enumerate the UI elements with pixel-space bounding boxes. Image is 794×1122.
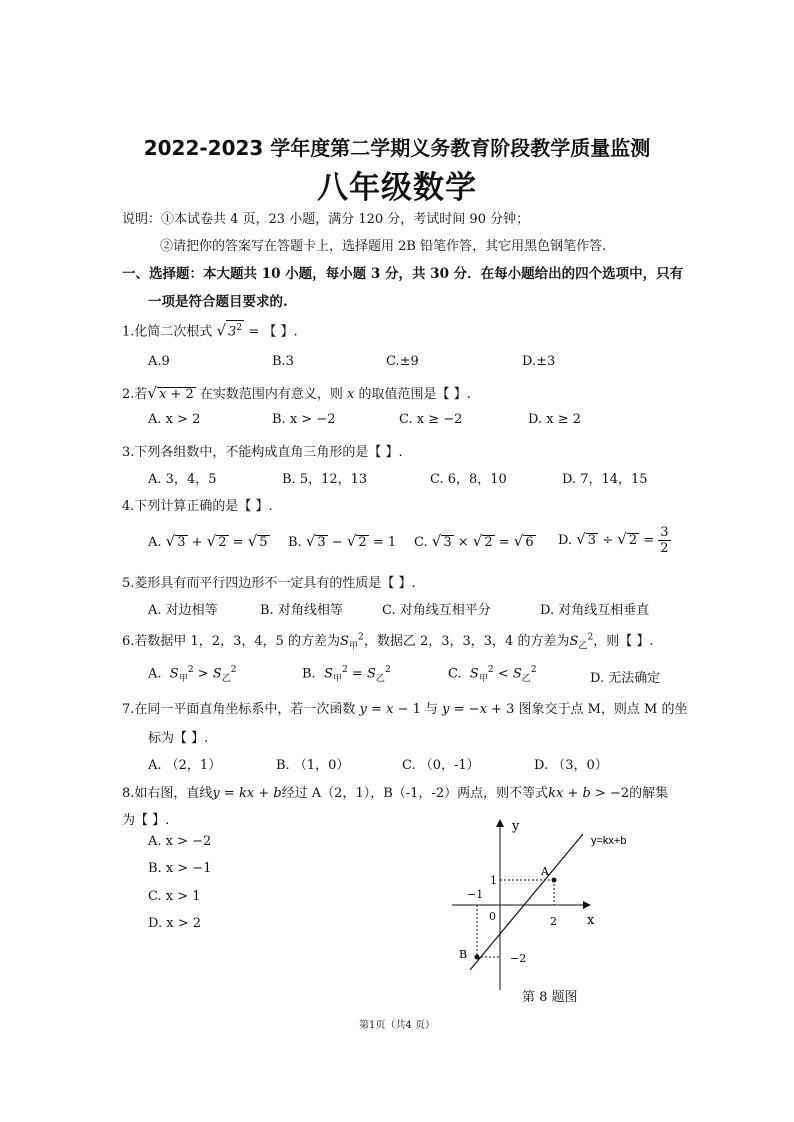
figure-caption: 第 8 题图 — [522, 990, 578, 1005]
q3-option-a: A. 3，4，5 — [148, 472, 217, 487]
q2-option-c: C. x ≥ −2 — [399, 412, 463, 427]
question-1: 1.化简二次根式 √ $3^2$ = 【 】. — [122, 321, 298, 340]
q1-option-d: D.±3 — [522, 354, 556, 369]
question-7-line2: 标为【 】. — [148, 731, 209, 746]
q6-option-a: A. $S_甲^2 > S_乙^2$ — [148, 665, 237, 684]
q5-option-b: B. 对角线相等 — [260, 603, 343, 618]
q4-option-c: C. √ 3 × √ 2 = √ 6 — [414, 532, 534, 550]
q4-option-b: B. √ 3 − √ 2 = 1 — [288, 532, 397, 550]
q2-option-d: D. x ≥ 2 — [528, 412, 581, 427]
question-1-post: = 【 】. — [248, 324, 298, 340]
tick-x-pos: 2 — [550, 915, 557, 928]
y-axis-label: y — [512, 819, 520, 834]
q7-option-a: A. （2，1） — [148, 758, 222, 773]
question-2-post: 的取值范围是【 】. — [358, 387, 471, 402]
question-4: 4.下列计算正确的是【 】. — [122, 499, 273, 514]
tick-y-pos: 1 — [490, 874, 497, 887]
x-axis-label: x — [587, 913, 595, 928]
line-y-kx-b — [470, 834, 583, 970]
q3-option-d: D. 7，14，15 — [562, 472, 648, 487]
question-7-line1: 7.在同一平面直角坐标系中，若一次函数 y = x − 1 与 y = −x + 3 图象交于点 M，则点 M 的坐 — [122, 702, 688, 717]
section-heading-line1: 一、选择题：本大题共 10 小题，每小题 3 分，共 30 分．在每小题给出的四个选项中，只有 — [122, 266, 684, 282]
exam-title: 2022-2023 学年度第二学期义务教育阶段教学质量监测 — [143, 136, 651, 160]
q7-option-b: B. （1，0） — [276, 758, 350, 773]
q5-option-a: A. 对边相等 — [148, 603, 218, 618]
q5-option-d: D. 对角线互相垂直 — [540, 603, 650, 618]
point-a — [552, 878, 557, 883]
tick-y-neg: −2 — [510, 952, 527, 965]
q2-option-b: B. x > −2 — [272, 412, 336, 427]
section-heading-line2: 一项是符合题目要求的. — [148, 294, 288, 310]
q6-option-b: B. $S_甲^2 = S_乙^2$ — [302, 665, 391, 684]
origin-label: 0 — [489, 910, 496, 923]
q8-option-c: C. x > 1 — [148, 889, 201, 904]
point-b-label: B — [459, 948, 468, 961]
q3-option-b: B. 5，12，13 — [282, 472, 368, 487]
question-8-line2: 为【 】. — [122, 813, 170, 828]
q1-option-c: C.±9 — [386, 354, 419, 369]
point-b — [475, 955, 480, 960]
exam-subject: 八年级数学 — [317, 170, 477, 206]
page-footer: 第1页（共4 页） — [359, 1020, 435, 1031]
point-a-label: A — [541, 865, 549, 878]
q8-option-b: B. x > −1 — [148, 861, 212, 876]
q4-option-d: D. √ 3 ÷ √ 2 = $\frac{3}{2}$ — [558, 525, 669, 556]
q1-option-a: A.9 — [148, 354, 170, 369]
question-2-mid: 在实数范围内有意义，则 — [199, 387, 343, 402]
q5-option-c: C. 对角线互相平分 — [382, 603, 491, 618]
q4-option-a: A. √ 3 + √ 2 = √ 5 — [148, 532, 268, 550]
tick-x-neg: −1 — [467, 888, 484, 901]
question-3: 3.下列各组数中，不能构成直角三角形的是【 】. — [122, 445, 403, 460]
instruction-2: ②请把你的答案写在答题卡上，选择题用 2B 铅笔作答，其它用黑色钢笔作答. — [160, 239, 607, 254]
q3-option-c: C. 6，8，10 — [430, 472, 507, 487]
q2-option-a: A. x > 2 — [148, 412, 201, 427]
question-1-pre: 1.化简二次根式 — [122, 324, 213, 340]
q8-option-d: D. x > 2 — [148, 916, 201, 931]
q8-figure — [440, 812, 670, 1002]
question-2: 2.若√ x + 2 在实数范围内有意义，则 x 的取值范围是【 】. — [122, 384, 471, 402]
q7-option-c: C. （0，-1） — [402, 758, 480, 773]
question-6: 6.若数据甲 1，2，3，4，5 的方差为$S_甲^2$，数据乙 2，3，3，3，4 的方差为$S_乙^2$，则【 】. — [122, 632, 654, 652]
line-label: y=kx+b — [591, 835, 627, 847]
instruction-1: 说明：①本试卷共 4 页，23 小题，满分 120 分，考试时间 90 分钟； — [122, 212, 530, 227]
question-8-line1: 8.如右图，直线y = kx + b经过 A（2，1），B（-1，-2）两点，则不等式kx + b > −2的解集 — [122, 786, 669, 801]
q6-option-c: C. $S_甲^2 < S_乙^2$ — [448, 665, 537, 684]
q6-option-d: D. 无法确定 — [590, 671, 661, 686]
q1-option-b: B.3 — [272, 354, 294, 369]
q8-option-a: A. x > −2 — [148, 834, 212, 849]
q7-option-d: D. （3，0） — [534, 758, 608, 773]
question-2-pre: 2.若 — [122, 387, 148, 402]
question-5: 5.菱形具有而平行四边形不一定具有的性质是【 】. — [122, 576, 416, 591]
